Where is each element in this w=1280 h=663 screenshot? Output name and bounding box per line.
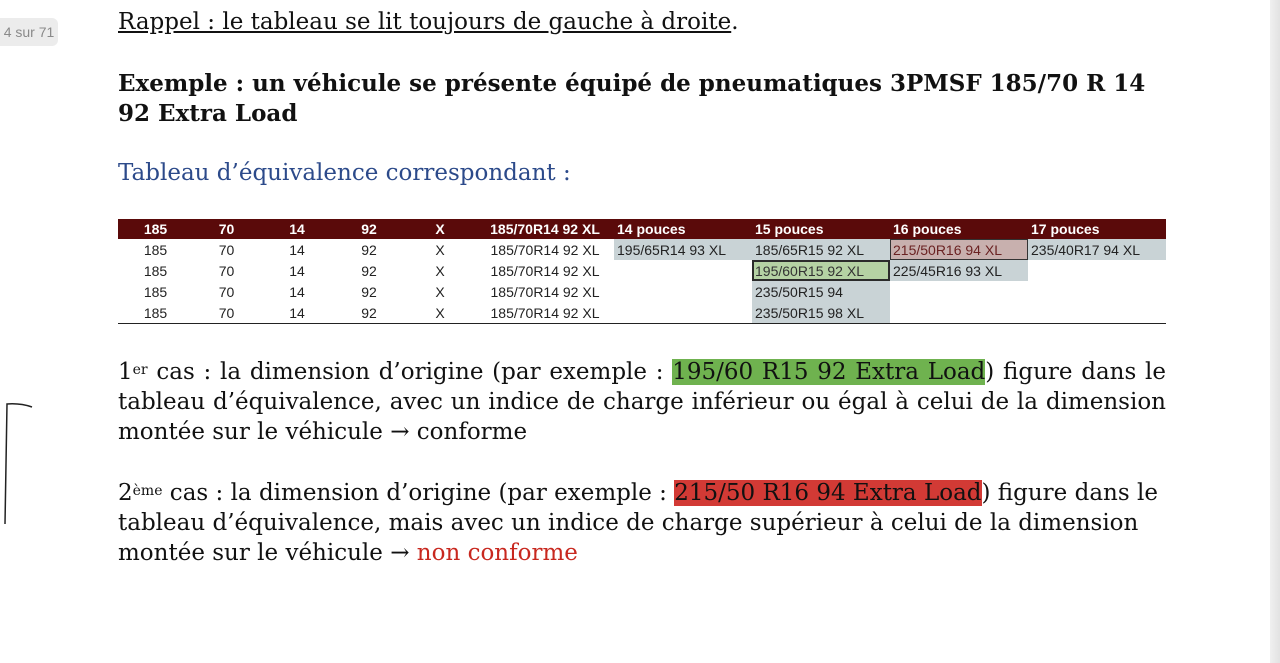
case-2-text-before: cas : la dimension d’origine (par exemple : <box>162 480 675 506</box>
table-cell: 185/65R15 92 XL <box>752 239 890 260</box>
reminder-text: Rappel : le tableau se lit toujours de gauche à droite <box>118 9 732 35</box>
table-cell: 70 <box>218 283 235 300</box>
header-cell: X <box>404 219 476 239</box>
table-cell: 195/65R14 93 XL <box>614 239 752 260</box>
reminder-period: . <box>731 9 739 35</box>
case-1-superscript: er <box>132 362 148 378</box>
table-cell: 235/50R15 94 <box>752 281 890 302</box>
header-cell: 92 <box>334 219 404 239</box>
table-cell: 70 <box>218 262 235 279</box>
case-1-result: conforme <box>416 419 528 445</box>
table-cell <box>890 281 1028 302</box>
table-title: Tableau d’équivalence correspondant : <box>118 160 571 186</box>
table-cell-highlight-green: 195/60R15 92 XL <box>752 260 890 281</box>
case-1-text-after: ) figure dans le tableau d’équivalence, avec un indice de charge inférieur ou égal à celui de la dimension montée sur le véhicule → <box>118 359 1166 445</box>
table-cell: 185 <box>143 283 168 300</box>
margin-bracket-mark <box>0 400 40 530</box>
table-row <box>118 239 1166 260</box>
table-cell: 14 <box>289 241 305 258</box>
header-cell: 185/70R14 92 XL <box>476 219 614 239</box>
case-2-highlight: 215/50 R16 94 Extra Load <box>674 480 982 506</box>
table-cell: 92 <box>361 283 377 300</box>
table-cell: 14 <box>289 304 305 321</box>
table-cell: X <box>435 262 445 279</box>
table-cell: X <box>435 241 445 258</box>
table-cell <box>1028 260 1166 281</box>
table-cell <box>1028 302 1166 324</box>
table-cell: 185 <box>143 241 168 258</box>
reminder-line <box>118 9 739 35</box>
table-cell: 92 <box>361 304 377 321</box>
table-cell: 185/70R14 92 XL <box>490 241 600 258</box>
page-indicator: 4 sur 71 <box>0 18 58 46</box>
table-cell: 185 <box>143 304 168 321</box>
table-cell: 70 <box>218 304 235 321</box>
table-cell <box>1028 281 1166 302</box>
table-row <box>118 302 1166 324</box>
table-cell: 235/40R17 94 XL <box>1028 239 1166 260</box>
example-heading: Exemple : un véhicule se présente équipé de pneumatiques 3PMSF 185/70 R 14 92 Extra Load <box>118 70 1146 127</box>
header-cell: 17 pouces <box>1028 219 1166 239</box>
table-cell: 225/45R16 93 XL <box>890 260 1028 281</box>
scrollbar[interactable] <box>1270 0 1280 663</box>
table-cell <box>614 281 752 302</box>
equivalence-table <box>118 219 1166 324</box>
table-cell: X <box>435 283 445 300</box>
table-row <box>118 281 1166 302</box>
table-cell: 92 <box>361 241 377 258</box>
header-cell: 70 <box>193 219 260 239</box>
table-cell: 185/70R14 92 XL <box>490 262 600 279</box>
table-cell: 185 <box>143 262 168 279</box>
case-2-number: 2 <box>118 480 133 506</box>
case-1-paragraph <box>118 357 1166 447</box>
table-cell <box>890 302 1028 324</box>
table-cell: 185/70R14 92 XL <box>490 283 600 300</box>
header-cell: 185 <box>118 219 193 239</box>
case-2-paragraph <box>118 478 1166 568</box>
table-cell: 185/70R14 92 XL <box>490 304 600 321</box>
table-cell: 14 <box>289 262 305 279</box>
case-1-highlight: 195/60 R15 92 Extra Load <box>672 359 986 385</box>
table-cell: 70 <box>218 241 235 258</box>
header-cell: 14 pouces <box>614 219 752 239</box>
table-cell-highlight-red: 215/50R16 94 XL <box>890 239 1028 260</box>
table-cell <box>614 260 752 281</box>
table-row <box>118 260 1166 281</box>
table-cell: 235/50R15 98 XL <box>752 302 890 324</box>
header-cell: 15 pouces <box>752 219 890 239</box>
header-cell: 16 pouces <box>890 219 1028 239</box>
table-cell <box>614 302 752 324</box>
table-cell: 14 <box>289 283 305 300</box>
case-1-number: 1 <box>118 359 133 385</box>
header-cell: 14 <box>260 219 334 239</box>
case-2-text-after: ) figure dans le tableau d’équivalence, mais avec un indice de charge supérieur à celui de la dimension montée sur le véhicule → <box>118 480 1158 566</box>
case-2-superscript: ème <box>132 483 163 499</box>
table-cell: X <box>435 304 445 321</box>
case-2-result: non conforme <box>416 540 578 566</box>
table-header-row <box>118 219 1166 239</box>
case-1-text-before: cas : la dimension d’origine (par exemple : <box>147 359 673 385</box>
table-cell: 92 <box>361 262 377 279</box>
